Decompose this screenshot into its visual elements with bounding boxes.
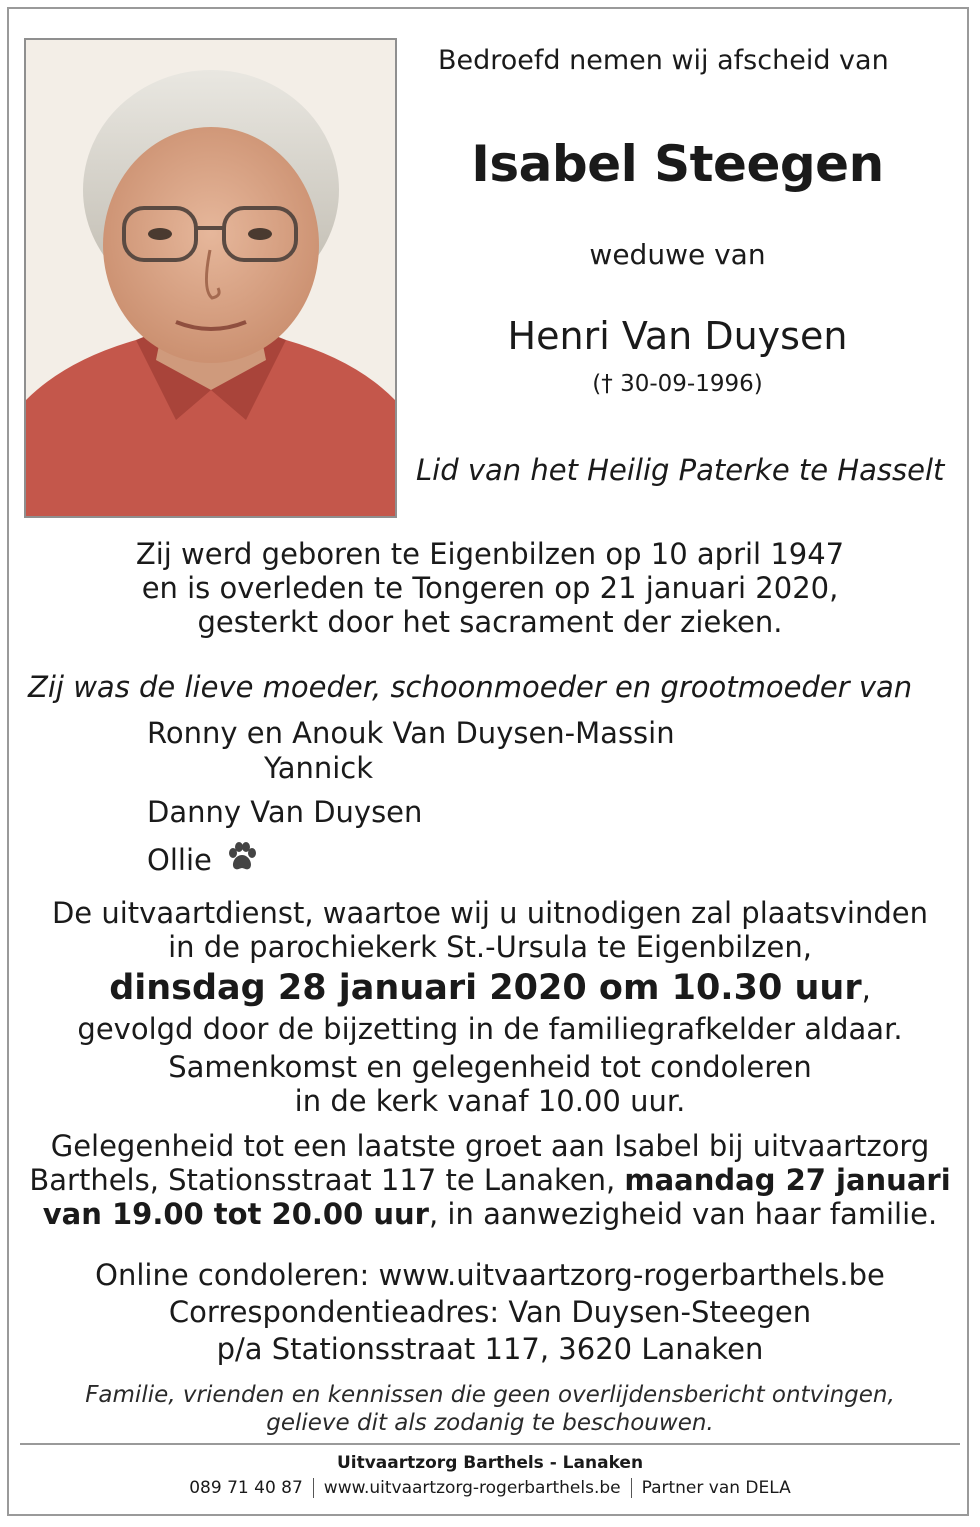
service-line: gevolgd door de bijzetting in de familiegrafkelder aldaar. <box>77 1012 903 1046</box>
service-datetime-line <box>0 965 980 1012</box>
gathering-line: in de kerk vanaf 10.00 uur. <box>294 1084 686 1118</box>
farewell-line <box>0 1163 980 1197</box>
gathering-block <box>0 1050 980 1118</box>
footer-contact <box>0 1478 980 1498</box>
farewell-text: , in aanwezigheid van haar familie. <box>428 1197 938 1231</box>
footer-divider <box>20 1443 960 1445</box>
bio-block <box>0 537 980 639</box>
family-intro: Zij was de lieve moeder, schoonmoeder en grootmoeder van <box>28 670 913 704</box>
notice-line: Familie, vrienden en kennissen die geen overlijdensbericht ontvingen, <box>85 1382 895 1408</box>
correspondence-address: Correspondentieadres: Van Duysen-Steegen <box>168 1295 812 1329</box>
bio-line: en is overleden te Tongeren op 21 januari 2020, <box>141 571 839 605</box>
farewell-time: van 19.00 tot 20.00 uur <box>42 1197 429 1231</box>
farewell-line <box>0 1197 980 1231</box>
gathering-line: Samenkomst en gelegenheid tot condoleren <box>168 1050 812 1084</box>
footer-website[interactable]: www.uitvaartzorg-rogerbarthels.be <box>323 1478 621 1498</box>
deceased-name: Isabel Steegen <box>471 135 884 193</box>
bio-line: gesterkt door het sacrament der zieken. <box>197 605 783 639</box>
online-condolence: Online condoleren: www.uitvaartzorg-rogerbarthels.be <box>95 1258 885 1292</box>
spouse-name: Henri Van Duysen <box>507 314 848 358</box>
footer-phone: 089 71 40 87 <box>189 1478 303 1498</box>
contact-block <box>0 1257 980 1368</box>
farewell-date: maandag 27 januari <box>624 1163 951 1197</box>
portrait-illustration <box>26 40 395 516</box>
farewell-block <box>0 1129 980 1231</box>
bio-line: Zij werd geboren te Eigenbilzen op 10 april 1947 <box>135 537 845 571</box>
family-member: Ronny en Anouk Van Duysen-Massin <box>147 716 675 750</box>
service-datetime: dinsdag 28 januari 2020 om 10.30 uur <box>109 968 862 1008</box>
service-block <box>0 896 980 1046</box>
farewell-text: Barthels, Stationsstraat 117 te Lanaken, <box>29 1163 625 1197</box>
footer-separator <box>631 1478 632 1498</box>
intro-text: Bedroefd nemen wij afscheid van <box>438 45 889 76</box>
correspondence-address: p/a Stationsstraat 117, 3620 Lanaken <box>216 1332 764 1366</box>
pet-entry <box>147 840 259 877</box>
family-member: Yannick <box>264 751 374 785</box>
family-member: Ollie <box>147 843 212 877</box>
membership-text: Lid van het Heilig Paterke te Hasselt <box>416 453 945 487</box>
farewell-line: Gelegenheid tot een laatste groet aan Isabel bij uitvaartzorg <box>50 1129 930 1163</box>
relation-text: weduwe van <box>589 238 766 271</box>
notice-line: gelieve dit als zodanig te beschouwen. <box>266 1410 714 1436</box>
notice-block <box>0 1381 980 1437</box>
service-line: in de parochiekerk St.-Ursula te Eigenbilzen, <box>168 930 812 964</box>
footer-company: Uitvaartzorg Barthels - Lanaken <box>336 1453 644 1473</box>
footer-partner: Partner van DELA <box>641 1478 791 1498</box>
footer-separator <box>313 1478 314 1498</box>
service-line: De uitvaartdienst, waartoe wij u uitnodigen zal plaatsvinden <box>51 896 929 930</box>
portrait-photo <box>24 38 397 518</box>
spouse-death-date: († 30-09-1996) <box>592 371 763 397</box>
family-member: Danny Van Duysen <box>147 795 423 829</box>
service-datetime-suffix: , <box>861 972 871 1006</box>
paw-icon <box>225 840 259 874</box>
